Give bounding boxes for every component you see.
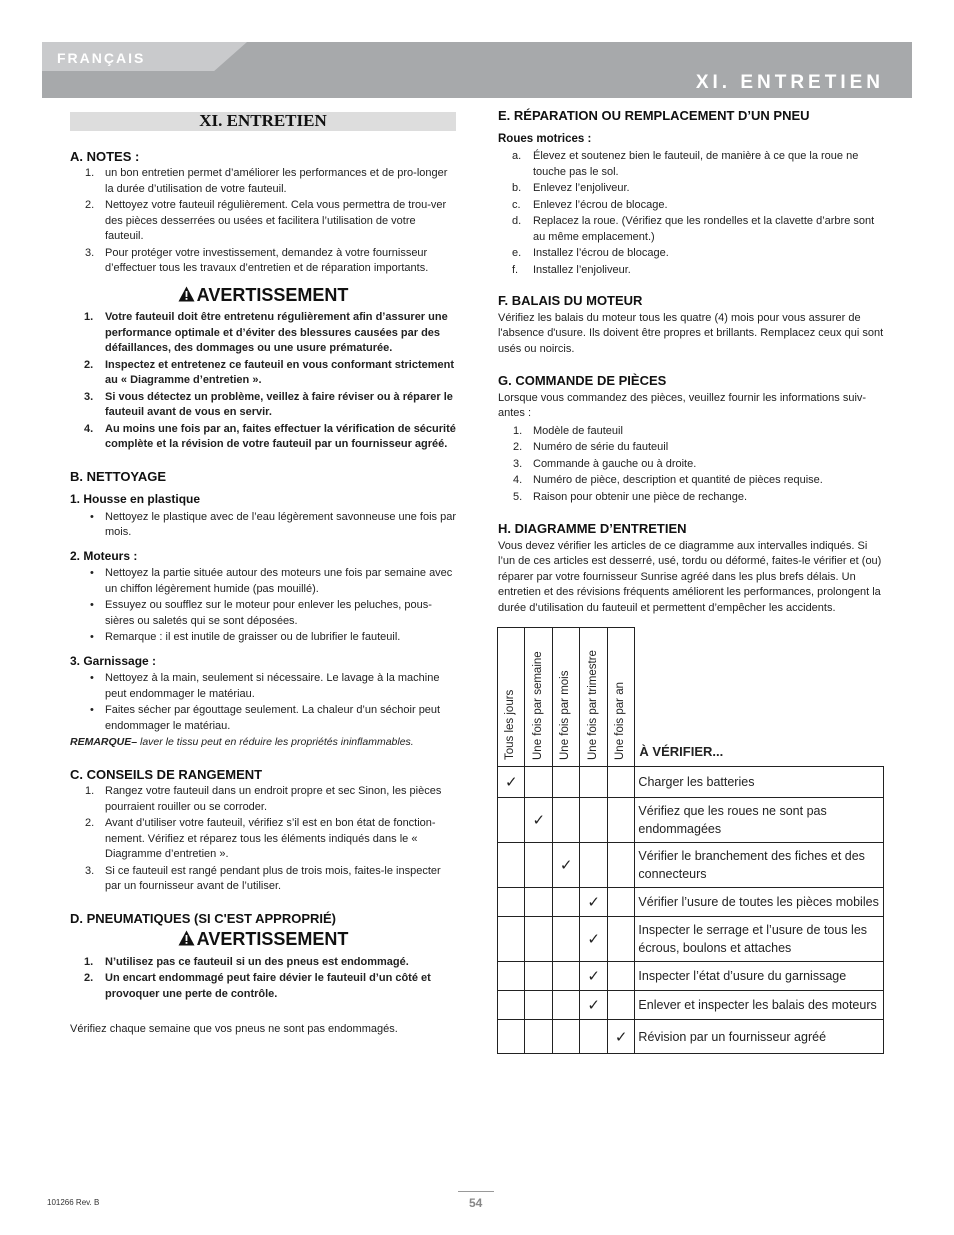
list-item bbox=[70, 422, 456, 453]
item-number: f. bbox=[512, 263, 519, 276]
item-number: 1. bbox=[85, 167, 95, 179]
list-item bbox=[70, 246, 456, 277]
item-text: Élevez et soutenez bien le fauteuil, de manière à ce que la roue ne touche pas le sol. bbox=[533, 150, 859, 178]
cleaning-sub-upholstery: 3. Garnissage : bbox=[70, 653, 157, 668]
table-row bbox=[498, 962, 884, 991]
item-text: Replacez la roue. (Vérifiez que les rondelles et la clavette d’arbre sont au même emplacement.) bbox=[533, 215, 875, 243]
parts-order-text: Lorsque vous commandez des pièces, veuillez fournir les informations suiv-antes : bbox=[498, 391, 867, 419]
list-item bbox=[70, 310, 456, 357]
item-text: Au moins une fois par an, faites effectuer la vérification de sécurité complète et la révision de votre fauteuil par un fournisseur agréé. bbox=[105, 422, 456, 450]
item-number: 1. bbox=[85, 785, 95, 797]
tire-repair-list bbox=[498, 149, 884, 278]
check-item: Vérifiez que les roues ne sont pas endommagées bbox=[635, 798, 884, 843]
empty-cell bbox=[552, 962, 579, 991]
check-mark: ✓ bbox=[498, 767, 525, 798]
bullet-item bbox=[70, 630, 456, 646]
item-text: Si vous détectez un problème, veillez à faire réviser ou à réparer le fauteuil avant de vous en servir. bbox=[105, 390, 453, 418]
item-text: Si ce fauteuil est rangé pendant plus de trois mois, faites-le inspecter par un fournisseur avant de l’utiliser. bbox=[105, 864, 441, 892]
empty-cell bbox=[552, 798, 579, 843]
cleaning-heading: B. NETTOYAGE bbox=[70, 468, 167, 484]
check-item: Inspecter l’état d’usure du garnissage bbox=[635, 962, 884, 991]
storage-list bbox=[70, 784, 456, 895]
item-number: 2. bbox=[85, 817, 95, 829]
check-item: Vérifier l’usure de toutes les pièces mobiles bbox=[635, 888, 884, 917]
item-number: b. bbox=[512, 182, 522, 194]
item-text: Installez l’écrou de blocage. bbox=[533, 247, 669, 259]
bullet-item bbox=[70, 510, 456, 541]
tires-heading: D. PNEUMATIQUES (SI C'EST APPROPRIÉ) bbox=[70, 910, 337, 926]
list-item bbox=[70, 784, 456, 815]
maintenance-table bbox=[497, 627, 884, 1056]
bullet-text: Remarque : il est inutile de graisser ou de lubrifier le fauteuil. bbox=[105, 631, 401, 643]
check-mark: ✓ bbox=[607, 1020, 634, 1054]
storage-heading: C. CONSEILS DE RANGEMENT bbox=[70, 766, 263, 782]
empty-cell bbox=[498, 888, 525, 917]
bullet-item bbox=[70, 598, 456, 629]
bullet-mark: • bbox=[90, 631, 94, 643]
bullet-item bbox=[70, 703, 456, 734]
table-row bbox=[498, 888, 884, 917]
list-item bbox=[498, 490, 884, 506]
list-item bbox=[70, 198, 456, 245]
table-row bbox=[498, 798, 884, 843]
item-number: c. bbox=[512, 198, 521, 211]
frequency-label: Une fois par mois bbox=[559, 670, 572, 760]
list-item bbox=[70, 971, 456, 1002]
empty-cell bbox=[552, 991, 579, 1020]
item-text: Enlevez l’écrou de blocage. bbox=[533, 198, 668, 211]
bullet-text: Faites sécher par égouttage seulement. La chaleur d’un séchoir peut endommager le matériau. bbox=[105, 704, 441, 732]
page-number: 54 bbox=[469, 1196, 483, 1210]
empty-cell bbox=[552, 1020, 579, 1054]
list-item bbox=[498, 149, 884, 180]
check-mark: ✓ bbox=[580, 917, 607, 962]
check-item: Vérifier le branchement des fiches et des connecteurs bbox=[635, 843, 884, 888]
empty-cell bbox=[552, 767, 579, 798]
item-number: 5. bbox=[513, 490, 523, 503]
table-header-row bbox=[498, 628, 884, 767]
item-text: N’utilisez pas ce fauteuil si un des pneus est endommagé. bbox=[105, 955, 409, 968]
item-number: 3. bbox=[513, 457, 523, 470]
item-text: Modèle de fauteuil bbox=[533, 424, 623, 437]
check-mark: ✓ bbox=[580, 991, 607, 1020]
item-number: 2. bbox=[84, 972, 94, 984]
check-mark: ✓ bbox=[580, 962, 607, 991]
list-item bbox=[70, 955, 456, 971]
empty-cell bbox=[525, 1020, 552, 1054]
remark: REMARQUE– laver le tissu peut en réduire les propriétés ininflammables. bbox=[70, 736, 414, 748]
list-item bbox=[498, 214, 884, 245]
empty-cell bbox=[525, 917, 552, 962]
table-row bbox=[498, 843, 884, 888]
bullet-text: Essuyez ou soufflez sur le moteur pour enlever les peluches, pous-sières ou saletés qui se sont déposées. bbox=[105, 599, 432, 627]
table-row bbox=[498, 917, 884, 962]
bullet-text: Nettoyez le plastique avec de l’eau légèrement savonneuse une fois par mois. bbox=[105, 510, 457, 538]
item-number: 4. bbox=[513, 474, 523, 486]
notes-list bbox=[70, 166, 456, 277]
empty-cell bbox=[580, 843, 607, 888]
item-number: 2. bbox=[84, 358, 94, 371]
parts-order-list bbox=[498, 424, 884, 506]
check-mark: ✓ bbox=[552, 843, 579, 888]
item-text: Pour protéger votre investissement, demandez à votre fournisseur d’effectuer tous les travaux d’entretien et de réparation importants. bbox=[105, 246, 429, 274]
frequency-header bbox=[525, 628, 552, 767]
item-text: Installez l’enjoliveur. bbox=[533, 263, 631, 276]
empty-cell bbox=[498, 917, 525, 962]
bullet-mark: • bbox=[90, 672, 94, 684]
list-item bbox=[498, 473, 884, 489]
list-item bbox=[70, 166, 456, 197]
bullet-mark: • bbox=[90, 599, 94, 611]
empty-cell bbox=[607, 962, 634, 991]
frequency-header bbox=[498, 628, 525, 767]
frequency-header bbox=[580, 628, 607, 767]
chapter-title: XI. ENTRETIEN bbox=[695, 72, 884, 93]
check-mark: ✓ bbox=[580, 888, 607, 917]
tires-note: Vérifiez chaque semaine que vos pneus ne sont pas endommagés. bbox=[70, 1023, 398, 1035]
right-column bbox=[498, 108, 884, 618]
tire-repair-heading: E. RÉPARATION OU REMPLACEMENT D’UN PNEU bbox=[498, 108, 810, 123]
cleaning-motors-list bbox=[70, 566, 456, 646]
empty-cell bbox=[580, 798, 607, 843]
bullet-mark: • bbox=[90, 704, 94, 716]
item-number: e. bbox=[512, 247, 522, 259]
item-text: Commande à gauche ou à droite. bbox=[533, 457, 697, 470]
table-row bbox=[498, 1020, 884, 1054]
empty-cell bbox=[607, 888, 634, 917]
cleaning-sub-motors: 2. Moteurs : bbox=[70, 548, 138, 563]
cleaning-plastic-list bbox=[70, 510, 456, 541]
check-item: Révision par un fournisseur agréé bbox=[635, 1020, 884, 1054]
notes-heading: A. NOTES : bbox=[70, 148, 140, 164]
empty-cell bbox=[552, 888, 579, 917]
empty-cell bbox=[607, 843, 634, 888]
empty-cell bbox=[607, 917, 634, 962]
bullet-mark: • bbox=[90, 510, 94, 523]
item-text: Un encart endommagé peut faire dévier le fauteuil d’un côté et provoquer une perte de contrôle. bbox=[105, 972, 431, 1000]
item-text: Numéro de pièce, description et quantité de pièces requise. bbox=[533, 474, 823, 486]
warning-triangle-icon bbox=[178, 286, 195, 305]
empty-cell bbox=[607, 798, 634, 843]
maintenance-chart-heading: H. DIAGRAMME D’ENTRETIEN bbox=[498, 521, 687, 536]
maintenance-chart-text: Vous devez vérifier les articles de ce diagramme aux intervalles indiqués. Si l’un de ces articles est desserré, usé, tordu ou déformé, faites-le vérifier et (ou) réparer par votre fournisseur Sunrise agréé dans les plus brefs délais. Un entretien et des révisions fréquents améliorent les performances, prolongent la durée d’utilisation du fauteuil et permettent d’empêcher les accidents. bbox=[498, 539, 882, 614]
brushes-heading: F. BALAIS DU MOTEUR bbox=[498, 293, 643, 308]
bullet-text: Nettoyez à la main, seulement si nécessaire. Le lavage à la machine peut endommager le matériau. bbox=[105, 672, 440, 700]
list-item bbox=[498, 424, 884, 440]
empty-cell bbox=[525, 962, 552, 991]
check-item: Enlever et inspecter les balais des moteurs bbox=[635, 991, 884, 1020]
empty-cell bbox=[498, 991, 525, 1020]
empty-cell bbox=[525, 843, 552, 888]
empty-cell bbox=[552, 917, 579, 962]
check-item: Inspecter le serrage et l’usure de tous les écrous, boulons et attaches bbox=[635, 917, 884, 962]
empty-cell bbox=[525, 767, 552, 798]
bullet-text: Nettoyez la partie située autour des moteurs une fois par semaine avec un chiffon légèrement humide (pas mouillé). bbox=[105, 567, 453, 595]
left-column bbox=[70, 112, 456, 1040]
empty-cell bbox=[498, 798, 525, 843]
item-number: 2. bbox=[513, 441, 523, 453]
empty-cell bbox=[525, 888, 552, 917]
bullet-item bbox=[70, 566, 456, 597]
list-item bbox=[70, 816, 456, 863]
bullet-mark: • bbox=[90, 567, 94, 579]
empty-cell bbox=[607, 991, 634, 1020]
drive-wheels-sub: Roues motrices : bbox=[498, 132, 592, 145]
item-number: 3. bbox=[85, 864, 95, 877]
warning-heading: AVERTISSEMENT bbox=[70, 286, 456, 305]
item-number: 4. bbox=[84, 422, 94, 435]
frequency-header bbox=[607, 628, 634, 767]
list-item bbox=[498, 457, 884, 473]
bullet-item bbox=[70, 671, 456, 702]
frequency-header bbox=[552, 628, 579, 767]
page-rule bbox=[458, 1191, 494, 1192]
list-item bbox=[498, 181, 884, 197]
item-number: 2. bbox=[85, 199, 95, 211]
list-item bbox=[70, 864, 456, 895]
item-number: 1. bbox=[513, 424, 523, 437]
item-text: Raison pour obtenir une pièce de rechange. bbox=[533, 490, 748, 503]
item-number: d. bbox=[512, 215, 522, 227]
item-text: Inspectez et entretenez ce fauteuil en vous conformant strictement au « Diagramme d’entretien ». bbox=[105, 358, 455, 386]
language-label: FRANÇAIS bbox=[57, 50, 146, 66]
list-item bbox=[498, 246, 884, 262]
item-text: Rangez votre fauteuil dans un endroit propre et sec Sinon, les pièces pourraient rouiller ou se corroder. bbox=[105, 785, 442, 813]
parts-order-heading: G. COMMANDE DE PIÈCES bbox=[498, 373, 667, 388]
table-row bbox=[498, 991, 884, 1020]
list-item bbox=[498, 198, 884, 214]
table-row bbox=[498, 767, 884, 798]
item-number: 3. bbox=[85, 246, 95, 259]
empty-cell bbox=[498, 1020, 525, 1054]
tires-warning-list bbox=[70, 955, 456, 1003]
empty-cell bbox=[580, 1020, 607, 1054]
frequency-label: Une fois par an bbox=[614, 682, 627, 760]
list-item bbox=[70, 390, 456, 421]
cleaning-upholstery-list bbox=[70, 671, 456, 734]
section-title: XI. ENTRETIEN bbox=[70, 112, 456, 131]
item-number: 3. bbox=[84, 390, 94, 403]
item-text: Nettoyez votre fauteuil régulièrement. Cela vous permettra de trou-ver des pièces desserrées ou usées et facilitera l’utilisation de votre fauteuil. bbox=[105, 199, 447, 242]
item-number: 1. bbox=[84, 311, 94, 323]
list-item bbox=[498, 440, 884, 456]
check-item-header: À VÉRIFIER... bbox=[639, 744, 724, 759]
empty-cell bbox=[607, 767, 634, 798]
list-item bbox=[70, 358, 456, 389]
cleaning-sub-plastic: 1. Housse en plastique bbox=[70, 492, 201, 506]
warning-heading-tires: AVERTISSEMENT bbox=[70, 930, 456, 949]
empty-cell bbox=[525, 991, 552, 1020]
frequency-label: Tous les jours bbox=[504, 689, 517, 760]
check-item: Charger les batteries bbox=[635, 767, 884, 798]
item-text: Votre fauteuil doit être entretenu régulièrement afin d’assurer une performance optimale et d’éviter des blessures causées par des défaillances, des dommages ou une usure prématurée. bbox=[105, 311, 448, 354]
empty-cell bbox=[498, 962, 525, 991]
item-text: Enlevez l’enjoliveur. bbox=[533, 182, 630, 194]
item-text: un bon entretien permet d’améliorer les performances et de pro-longer la durée d’utilisation de votre fauteuil. bbox=[105, 167, 448, 195]
empty-cell bbox=[498, 843, 525, 888]
item-text: Avant d’utiliser votre fauteuil, vérifiez s’il est en bon état de fonction-nement. Vérifiez et réparez tous les éléments indiqués dans le « Diagramme d’entretien ». bbox=[105, 817, 436, 860]
warning-list bbox=[70, 310, 456, 453]
brushes-text: Vérifiez les balais du moteur tous les quatre (4) mois pour vous assurer de l'absence d'usure. Ils doivent être propres et brillants. Remplacez ceux qui sont usés ou noircis. bbox=[498, 311, 884, 355]
item-number: a. bbox=[512, 150, 522, 162]
warning-triangle-icon bbox=[178, 930, 195, 949]
check-mark: ✓ bbox=[525, 798, 552, 843]
doc-id: 101266 Rev. B bbox=[47, 1198, 100, 1207]
item-text: Numéro de série du fauteuil bbox=[533, 441, 669, 453]
item-number: 1. bbox=[84, 955, 94, 968]
list-item bbox=[498, 263, 884, 279]
frequency-label: Une fois par semaine bbox=[531, 651, 544, 760]
frequency-label: Une fois par trimestre bbox=[586, 650, 599, 760]
empty-cell bbox=[580, 767, 607, 798]
